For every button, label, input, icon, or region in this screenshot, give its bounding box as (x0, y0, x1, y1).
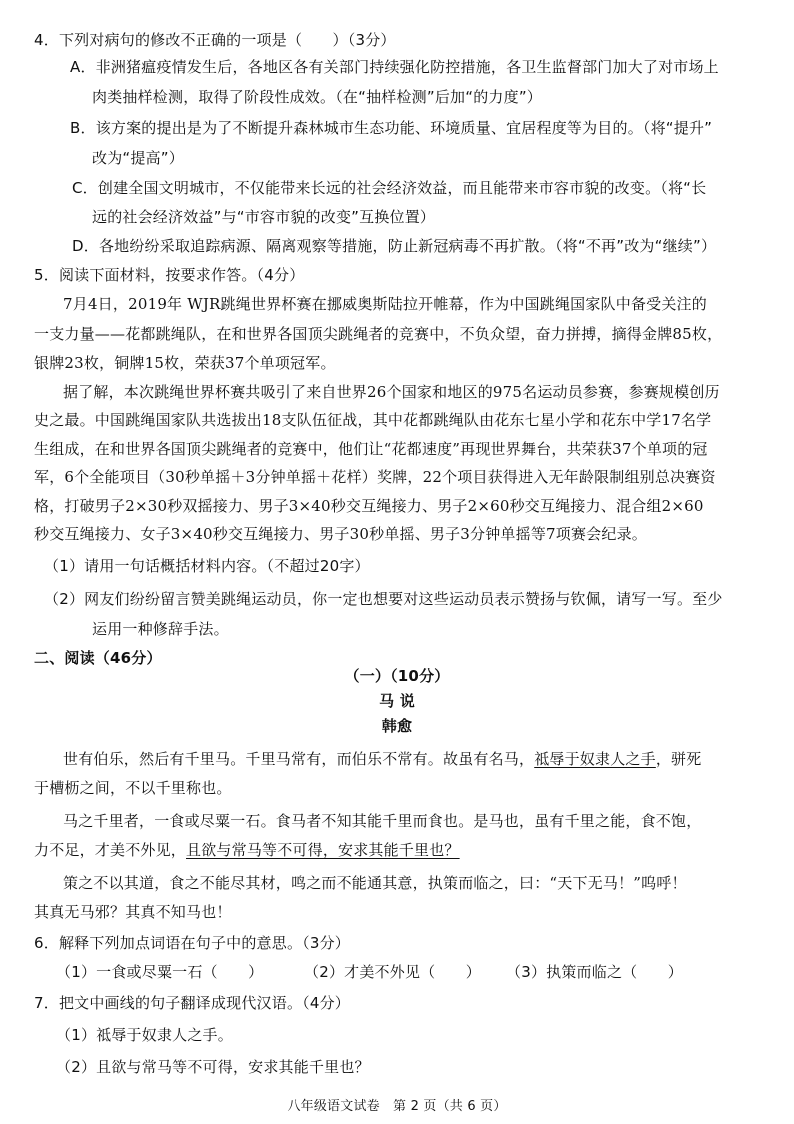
passage-p3-line1: 策之不以其道，食之不能尽其材，鸣之而不能通其意，执策而临之，曰：“天下无马！”呜呼！ (63, 874, 687, 892)
q5-material-p2-line1: 据了解，本次跳绳世界杯赛共吸引了来自世界26个国家和地区的975名运动员参赛，参赛规模创历 (63, 383, 720, 401)
q6-item-3: （3）执策而临之（ ） (506, 963, 683, 981)
passage-title: 马 说 (379, 692, 415, 710)
q6-item-1: （1）一食或尽粟一石（ ） (56, 963, 264, 981)
q5-material-p2-line4: 军，6个全能项目（30秒单摇＋3分钟单摇＋花样）奖牌，22个项目获得进入无年龄限制组别总决赛资 (34, 468, 716, 486)
q4-stem: 4．下列对病句的修改不正确的一项是（ ）（3分） (34, 31, 396, 49)
q5-subquestion-2-line1: （2）网友们纷纷留言赞美跳绳运动员，你一定也想要对这些运动员表示赞扬与钦佩，请写一写。至少 (44, 590, 723, 608)
q5-material-p1-line2: 一支力量——花都跳绳队，在和世界各国顶尖跳绳者的竞赛中，不负众望，奋力拼搏，摘得金牌85枚， (34, 325, 723, 343)
passage-text: 世有伯乐，然后有千里马。千里马常有，而伯乐不常有。故虽有名马， (63, 750, 535, 768)
q5-material-p2-line2: 史之最。中国跳绳国家队共选拔出18支队伍征战，其中花都跳绳队由花东七星小学和花东中学17名学 (34, 411, 712, 429)
q5-subquestion-2-line2: 运用一种修辞手法。 (92, 620, 229, 638)
q5-material-p2-line6: 秒交互绳接力、女子3×40秒交互绳接力、男子30秒单摇、男子3分钟单摇等7项赛会纪录。 (34, 525, 647, 543)
passage-p1-line1 (63, 749, 701, 769)
page-footer: 八年级语文试卷 第 2 页（共 6 页） (287, 1099, 507, 1114)
underlined-sentence-1: 祗辱于奴隶人之手 (534, 750, 656, 768)
passage-text: ，骈死 (655, 750, 702, 768)
q5-subquestion-1: （1）请用一句话概括材料内容。（不超过20字） (44, 557, 370, 575)
q4-option-c-line1: C．创建全国文明城市，不仅能带来长远的社会经济效益，而且能带来市容市貌的改变。（将“长 (72, 179, 707, 197)
q5-material-p1-line3: 银牌23枚，铜牌15枚，荣获37个单项冠军。 (34, 354, 336, 372)
q5-stem: 5．阅读下面材料，按要求作答。（4分） (34, 266, 305, 284)
q7-stem: 7．把文中画线的句子翻译成现代汉语。（4分） (34, 994, 350, 1012)
underlined-sentence-2: 且欲与常马等不可得，安求其能千里也？ (186, 841, 460, 859)
q6-stem: 6．解释下列加点词语在句子中的意思。（3分） (34, 934, 350, 952)
q4-option-b-line2: 改为“提高”） (92, 149, 184, 167)
q7-item-1: （1）祗辱于奴隶人之手。 (56, 1026, 233, 1044)
section-heading: 二、阅读（46分） (34, 649, 162, 667)
q7-item-2: （2）且欲与常马等不可得，安求其能千里也？ (56, 1058, 370, 1076)
part-heading: （一）（10分） (344, 667, 450, 685)
q4-option-d: D．各地纷纷采取追踪病源、隔离观察等措施，防止新冠病毒不再扩散。（将“不再”改为“继续”） (72, 237, 717, 255)
q5-material-p2-line5: 格，打破男子2×30秒双摇接力、男子3×40秒交互绳接力、男子2×60秒交互绳接力、混合组2×60 (34, 497, 704, 515)
passage-p1-line2: 于槽枥之间，不以千里称也。 (34, 779, 232, 797)
q5-material-p2-line3: 生组成，在和世界各国顶尖跳绳者的竞赛中，他们让“花都速度”再现世界舞台，共荣获37个单项的冠 (34, 440, 708, 458)
passage-text: 力不足，才美不外见， (34, 841, 187, 859)
q4-option-b-line1: B．该方案的提出是为了不断提升森林城市生态功能、环境质量、宜居程度等为目的。（将“提升” (70, 119, 713, 137)
q4-option-c-line2: 远的社会经济效益”与“市容市貌的改变”互换位置） (92, 208, 436, 226)
q4-option-a-line1: A．非洲猪瘟疫情发生后，各地区各有关部门持续强化防控措施，各卫生监督部门加大了对市场上 (70, 58, 719, 76)
q5-material-p1-line1: 7月4日，2019年 WJR跳绳世界杯赛在挪威奥斯陆拉开帷幕，作为中国跳绳国家队中备受关注的 (63, 295, 707, 313)
q4-option-a-line2: 肉类抽样检测，取得了阶段性成效。（在“抽样检测”后加“的力度”） (92, 88, 542, 106)
passage-p3-line2: 其真无马邪？其真不知马也！ (34, 903, 232, 921)
q6-item-2: （2）才美不外见（ ） (304, 963, 481, 981)
passage-p2-line1: 马之千里者，一食或尽粟一石。食马者不知其能千里而食也。是马也，虽有千里之能，食不饱， (63, 812, 702, 830)
passage-author: 韩愈 (381, 717, 413, 735)
passage-p2-line2 (34, 840, 460, 860)
